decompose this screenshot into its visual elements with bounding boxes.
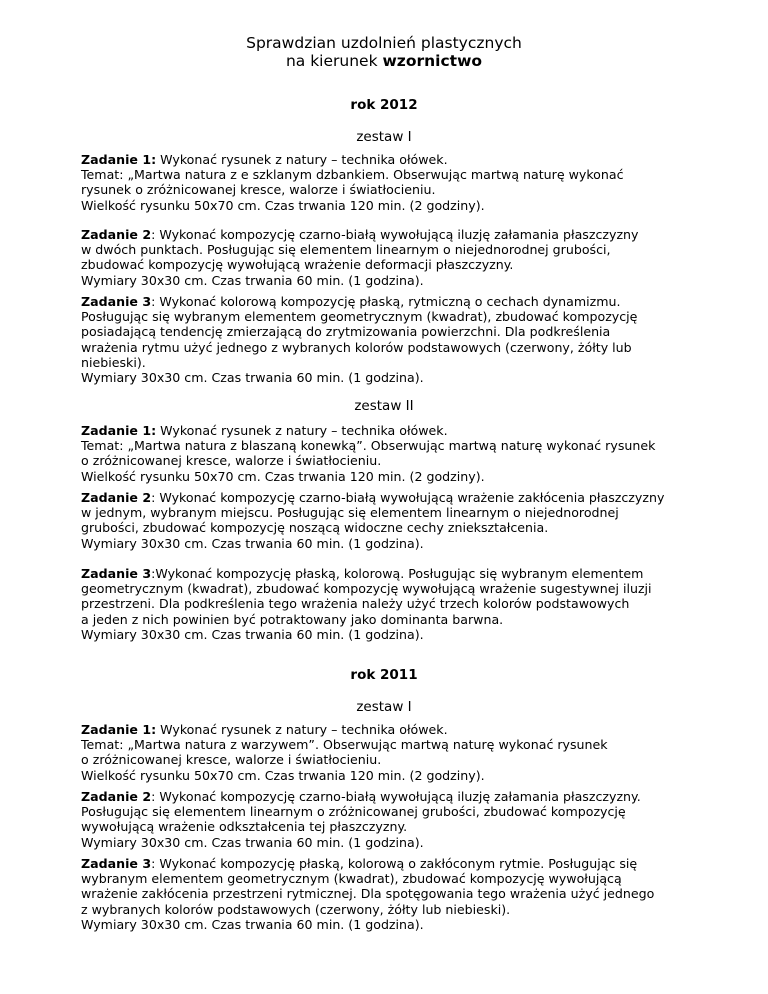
task-label: Zadanie 3	[81, 566, 152, 581]
task-line: o zróżnicowanej kresce, walorze i światłocieniu.	[81, 453, 382, 469]
task-line: Wielkość rysunku 50x70 cm. Czas trwania 120 min. (2 godziny).	[81, 468, 485, 484]
task-line: wrażenia rytmu użyć jednego z wybranych kolorów podstawowych (czerwony, żółty lub	[81, 339, 632, 355]
task-line: a jeden z nich powinien być potraktowany jako dominanta barwna.	[81, 611, 504, 627]
task-line: Wymiary 30x30 cm. Czas trwania 60 min. (1 godzina).	[81, 626, 424, 642]
task-2012-1-1	[81, 152, 701, 213]
task-line: wrażenie zakłócenia przestrzeni rytmicznej. Dla spotęgowania tego wrażenia użyć jednego	[81, 886, 655, 902]
task-line: Wymiary 30x30 cm. Czas trwania 60 min. (1 godzina).	[81, 535, 424, 551]
title-line-1: Sprawdzian uzdolnień plastycznych	[246, 34, 522, 52]
year-heading-2011: rok 2011	[350, 667, 418, 683]
task-2011-1-2	[81, 789, 701, 850]
task-line: posiadającą tendencję zmierzającą do zrytmizowania powierzchni. Dla podkreślenia	[81, 324, 611, 340]
task-line: Wymiary 30x30 cm. Czas trwania 60 min. (1 godzina).	[81, 834, 424, 850]
task-line: wybranym elementem geometrycznym (kwadrat), zbudować kompozycję wywołującą	[81, 871, 622, 887]
task-2012-2-3	[81, 566, 701, 642]
task-line: w dwóch punktach. Posługując się elementem linearnym o niejednorodnej grubości,	[81, 242, 611, 258]
task-line: w jednym, wybranym miejscu. Posługując się elementem linearnym o niejednorodnej	[81, 505, 619, 521]
task-label: Zadanie 2	[81, 789, 152, 804]
set-heading-2011-1: zestaw I	[356, 699, 412, 715]
task-line: Temat: „Martwa natura z e szklanym dzbankiem. Obserwując martwą naturę wykonać	[81, 167, 624, 183]
set-heading-2012-2: zestaw II	[354, 398, 414, 414]
task-label: Zadanie 1:	[81, 423, 157, 438]
task-line: Wymiary 30x30 cm. Czas trwania 60 min. (1 godzina).	[81, 916, 424, 932]
task-line: niebieski).	[81, 354, 146, 370]
task-line: Wielkość rysunku 50x70 cm. Czas trwania 120 min. (2 godziny).	[81, 767, 485, 783]
set-heading-2012-1: zestaw I	[356, 129, 412, 145]
task-line: Temat: „Martwa natura z warzywem”. Obserwując martwą naturę wykonać rysunek	[81, 737, 608, 753]
task-line: Wymiary 30x30 cm. Czas trwania 60 min. (1 godzina).	[81, 272, 424, 288]
title-line-2-bold: wzornictwo	[382, 52, 483, 70]
task-line: grubości, zbudować kompozycję noszącą widoczne cechy zniekształcenia.	[81, 520, 549, 536]
title-line-2-prefix: na kierunek	[285, 52, 383, 70]
task-text: : Wykonać kompozycję czarno-białą wywołującą iluzję załamania płaszczyzny	[151, 227, 639, 242]
task-text: Wykonać rysunek z natury – technika ołówek.	[156, 152, 448, 167]
task-label: Zadanie 1:	[81, 722, 157, 737]
task-2011-1-3	[81, 856, 701, 932]
task-line: przestrzeni. Dla podkreślenia tego wrażenia należy użyć trzech kolorów podstawowych	[81, 596, 630, 612]
task-2012-2-2	[81, 490, 701, 551]
task-line: o zróżnicowanej kresce, walorze i światłocieniu.	[81, 752, 382, 768]
task-label: Zadanie 3	[81, 856, 152, 871]
task-text: Wykonać rysunek z natury – technika ołówek.	[156, 722, 448, 737]
task-text: :Wykonać kompozycję płaską, kolorową. Posługując się wybranym elementem	[151, 566, 644, 581]
task-line: Temat: „Martwa natura z blaszaną konewką”. Obserwując martwą naturę wykonać rysunek	[81, 438, 656, 454]
task-label: Zadanie 2	[81, 227, 152, 242]
title-line-2	[0, 52, 768, 70]
task-line: Posługując się wybranym elementem geometrycznym (kwadrat), zbudować kompozycję	[81, 309, 638, 325]
task-line: rysunek o zróżnicowanej kresce, walorze i światłocieniu.	[81, 182, 436, 198]
task-text: : Wykonać kolorową kompozycję płaską, rytmiczną o cechach dynamizmu.	[151, 294, 621, 309]
document-title	[0, 34, 768, 70]
task-text: : Wykonać kompozycję czarno-białą wywołującą wrażenie zakłócenia płaszczyzny	[151, 490, 665, 505]
task-2012-1-2	[81, 227, 701, 288]
task-text: : Wykonać kompozycję czarno-białą wywołującą iluzję załamania płaszczyzny.	[151, 789, 641, 804]
task-label: Zadanie 1:	[81, 152, 157, 167]
task-text: Wykonać rysunek z natury – technika ołówek.	[156, 423, 448, 438]
task-label: Zadanie 3	[81, 294, 152, 309]
task-line: geometrycznym (kwadrat), zbudować kompozycję wywołującą wrażenie sugestywnej iluzji	[81, 581, 652, 597]
task-line: Wielkość rysunku 50x70 cm. Czas trwania 120 min. (2 godziny).	[81, 197, 485, 213]
task-label: Zadanie 2	[81, 490, 152, 505]
task-line: z wybranych kolorów podstawowych (czerwony, żółty lub niebieski).	[81, 901, 511, 917]
task-line: Wymiary 30x30 cm. Czas trwania 60 min. (1 godzina).	[81, 370, 424, 386]
task-line: Posługując się elementem linearnym o zróżnicowanej grubości, zbudować kompozycję	[81, 804, 626, 820]
task-2011-1-1	[81, 722, 701, 783]
task-line: wywołującą wrażenie odkształcenia tej płaszczyzny.	[81, 819, 408, 835]
task-2012-1-3	[81, 294, 701, 385]
year-heading-2012: rok 2012	[350, 97, 418, 113]
task-2012-2-1	[81, 423, 701, 484]
task-line: zbudować kompozycję wywołującą wrażenie deformacji płaszczyzny.	[81, 257, 514, 273]
task-text: : Wykonać kompozycję płaską, kolorową o zakłóconym rytmie. Posługując się	[151, 856, 638, 871]
